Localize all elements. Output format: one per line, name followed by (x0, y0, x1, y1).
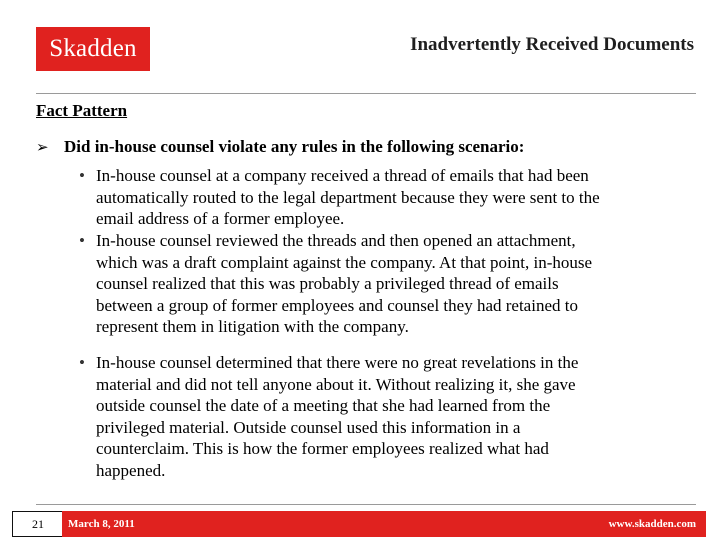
sub-bullet-line: In-house counsel determined that there were no great revelations in the (96, 353, 579, 372)
sub-bullet-line: represent them in litigation with the company. (96, 317, 409, 337)
footer-divider (36, 504, 696, 505)
bullet-dot-icon: • (79, 166, 85, 185)
footer-bar (62, 511, 706, 537)
sub-bullet-line: email address of a former employee. (96, 209, 345, 229)
sub-bullet-line: happened. (96, 461, 166, 480)
footer-date: March 8, 2011 (68, 518, 135, 530)
sub-bullet-line: automatically routed to the legal department because they were sent to the (96, 187, 600, 207)
sub-bullet-line: counterclaim. This is how the former employees realized what had (96, 439, 549, 459)
page-number: 21 (12, 511, 64, 537)
skadden-logo: Skadden (36, 27, 150, 71)
header-divider (36, 93, 696, 94)
sub-bullet-line: In-house counsel at a company received a thread of emails that had been (96, 166, 589, 185)
slide-title: Inadvertently Received Documents (410, 34, 694, 55)
sub-bullet-line: In-house counsel reviewed the threads and then opened an attachment, (96, 231, 576, 250)
bullet-dot-icon: • (79, 231, 85, 250)
sub-bullet-line: between a group of former employees and counsel they had retained to (96, 295, 578, 315)
arrow-bullet-icon: ➢ (36, 140, 49, 156)
footer-url: www.skadden.com (608, 518, 696, 530)
sub-bullet-line: outside counsel the date of a meeting that she had learned from the (96, 396, 551, 416)
sub-bullet-line: material and did not tell anyone about it. Without realizing it, she gave (96, 374, 576, 394)
main-bullet-text: Did in-house counsel violate any rules in the following scenario: (64, 137, 525, 156)
sub-bullet-line: privileged material. Outside counsel used this information in a (96, 417, 521, 437)
sub-bullet-line: which was a draft complaint against the company. At that point, in-house (96, 252, 593, 272)
sub-bullet-line: counsel realized that this was probably a privileged thread of emails (96, 274, 559, 294)
section-heading: Fact Pattern (36, 101, 128, 120)
bullet-dot-icon: • (79, 353, 85, 372)
